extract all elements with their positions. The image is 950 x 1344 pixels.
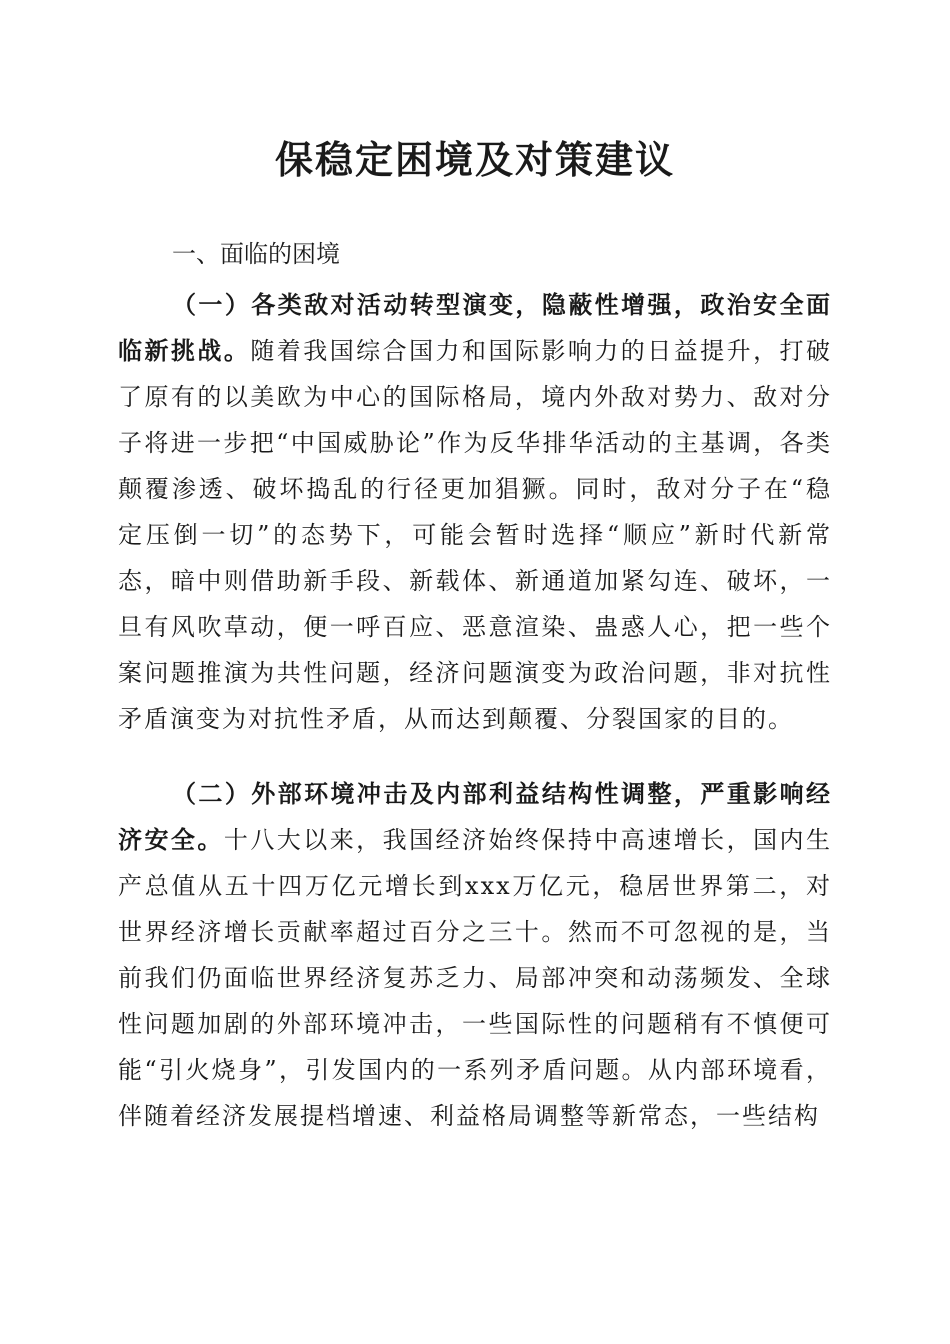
page-title: 保稳定困境及对策建议 xyxy=(274,137,675,182)
paragraph-lead: （一）各类敌对活动转型演变，隐蔽性增强，政治安全面临新挑战。 xyxy=(118,290,832,365)
paragraph-body: 随着我国综合国力和国际影响力的日益提升，打破了原有的以美欧为中心的国际格局，境内外敌对势力、敌对分子将进一步把“中国威胁论”作为反华排华活动的主基调，各类颠覆渗透、破坏捣乱的行径更加猖獗。同时，敌对分子在“稳定压倒一切”的态势下，可能会暂时选择“顺应”新时代新常态，暗中则借助新手段、新载体、新通道加紧勾连、破坏，一旦有风吹草动，便一呼百应、恶意渲染、蛊惑人心，把一些个案问题推演为共性问题，经济问题演变为政治问题，非对抗性矛盾演变为对抗性矛盾，从而达到颠覆、分裂国家的目的。 xyxy=(118,337,833,733)
paragraph-body: 十八大以来，我国经济始终保持中高速增长，国内生产总值从五十四万亿元增长到xxx万亿元，稳居世界第二，对世界经济增长贡献率超过百分之三十。然而不可忽视的是，当前我们仍面临世界经济复苏乏力、局部冲突和动荡频发、全球性问题加剧的外部环境冲击，一些国际性的问题稍有不慎便可能“引火烧身”，引发国内的一系列矛盾问题。从内部环境看，伴随着经济发展提档增速、利益格局调整等新常态，一些结构 xyxy=(118,826,833,1130)
paragraph xyxy=(118,771,832,1139)
paragraph xyxy=(118,282,832,742)
paragraph-lead: （二）外部环境冲击及内部利益结构性调整，严重影响经济安全。 xyxy=(118,779,832,854)
section-heading: 一、面临的困境 xyxy=(172,240,340,268)
